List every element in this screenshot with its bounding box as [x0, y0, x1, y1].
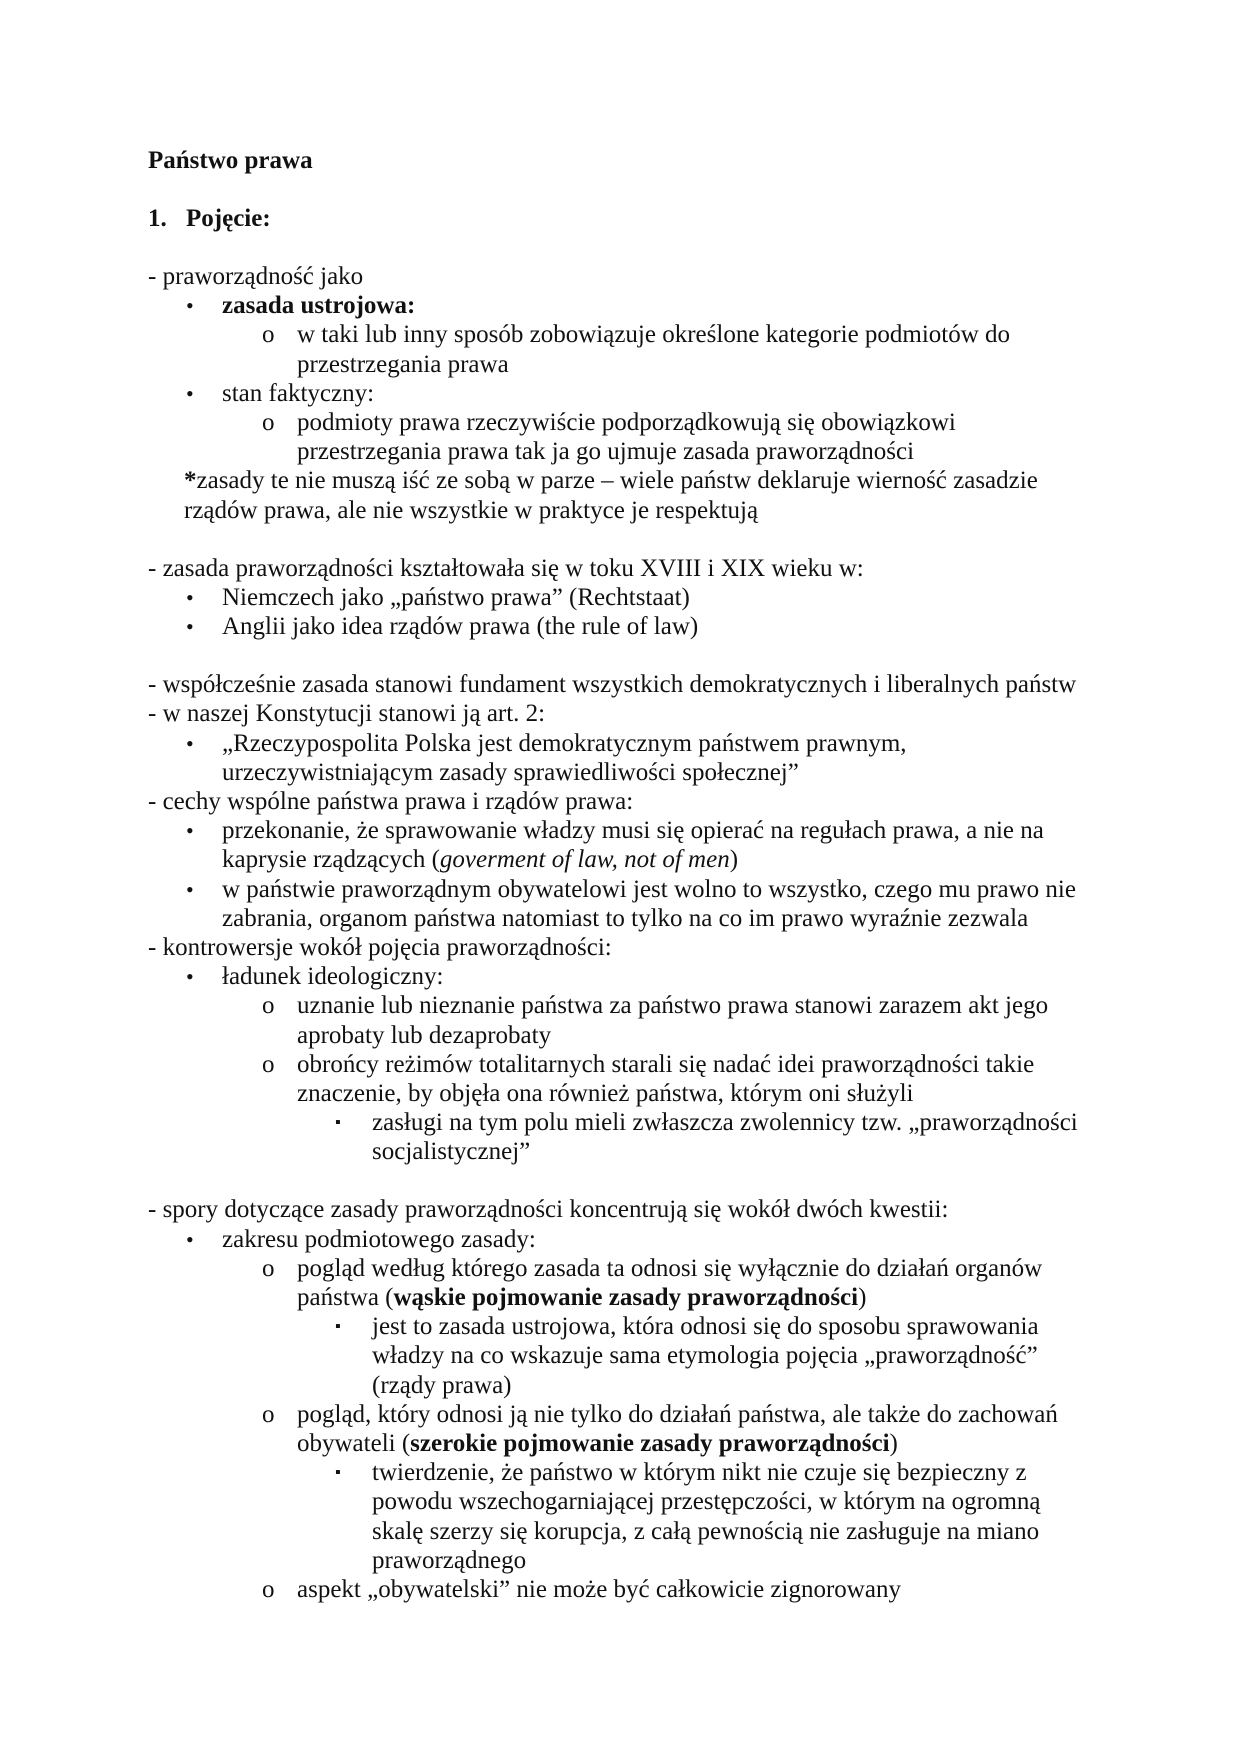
- list-item-line: [0, 1225, 1240, 1254]
- section-heading: [148, 204, 271, 233]
- text-section: [0, 262, 1240, 525]
- text-run: stan faktyczny:: [222, 379, 375, 407]
- list-item-line: [0, 962, 1240, 991]
- text-line: [0, 1429, 1240, 1458]
- text-run: zasady te nie muszą iść ze sobą w parze – wiele państw deklaruje wierność zasadzie: [196, 467, 1038, 495]
- text-run: - współcześnie zasada stanowi fundament wszystkich demokratycznych i liberalnych państw: [148, 671, 1077, 699]
- circle-bullet-icon: o: [262, 408, 275, 436]
- bullet-icon: •: [186, 876, 194, 902]
- text-run: - w naszej Konstytucji stanowi ją art. 2:: [148, 700, 546, 728]
- text-run: aprobaty lub dezaprobaty: [297, 1021, 552, 1049]
- document-body: [0, 262, 1240, 1633]
- text-run: przestrzegania prawa tak ja go ujmuje zasada praworządności: [297, 438, 915, 466]
- text-run: w taki lub inny sposób zobowiązuje określone kategorie podmiotów do: [297, 321, 1011, 349]
- text-run: - kontrowersje wokół pojęcia praworządności:: [148, 933, 612, 961]
- list-item-line: [0, 816, 1240, 845]
- bullet-icon: •: [186, 1226, 194, 1252]
- heading-number: 1.: [148, 205, 167, 232]
- text-run: - praworządność jako: [148, 263, 364, 290]
- text-run: przekonanie, że sprawowanie władzy musi się opierać na regułach prawa, a nie na: [222, 817, 1044, 845]
- text-line: [0, 1137, 1240, 1166]
- text-line: [0, 699, 1240, 728]
- text-line: [0, 262, 1240, 291]
- circle-bullet-icon: o: [262, 1575, 275, 1603]
- text-run: - zasada praworządności kształtowała się w toku XVIII i XIX wieku w:: [148, 554, 864, 582]
- text-run: ): [858, 1284, 867, 1311]
- text-run: skalę szerzy się korupcja, z całą pewnością nie zasługuje na miano: [372, 1517, 1040, 1545]
- bullet-icon: •: [186, 584, 194, 610]
- square-bullet-icon: ▪: [335, 1114, 341, 1132]
- heading-text: Pojęcie:: [186, 205, 271, 232]
- text-run: rządów prawa, ale nie wszystkie w praktyce je respektują: [184, 496, 759, 524]
- text-line: [0, 1546, 1240, 1575]
- text-line: [0, 496, 1240, 525]
- text-run: ): [889, 1429, 898, 1457]
- text-run: praworządnego: [372, 1546, 527, 1574]
- text-line: [0, 845, 1240, 874]
- text-run: urzeczywistniającym zasady sprawiedliwości społecznej”: [222, 758, 799, 786]
- list-item-line: [0, 408, 1240, 437]
- text-run: twierdzenie, że państwo w którym nikt nie czuje się bezpieczny z: [372, 1459, 1027, 1487]
- text-line: [0, 1021, 1240, 1050]
- list-item-line: [0, 1458, 1240, 1487]
- bullet-icon: •: [186, 293, 194, 319]
- text-line: [0, 1371, 1240, 1400]
- text-run: podmioty prawa rzeczywiście podporządkowują się obowiązkowi: [297, 408, 956, 436]
- text-run: zasługi na tym polu mieli zwłaszcza zwolennicy tzw. „praworządności: [372, 1109, 1078, 1137]
- text-run: władzy na co wskazuje sama etymologia pojęcia „praworządność”: [372, 1342, 1038, 1370]
- text-section: [0, 1195, 1240, 1604]
- text-line: [0, 554, 1240, 583]
- text-run: socjalistycznej”: [372, 1138, 531, 1166]
- text-run: zabrania, organom państwa natomiast to tylko na co im prawo wyraźnie zezwala: [222, 904, 1029, 932]
- text-run: - spory dotyczące zasady praworządności koncentrują się wokół dwóch kwestii:: [148, 1196, 949, 1224]
- text-line: [0, 758, 1240, 787]
- text-line: [0, 466, 1240, 495]
- text-run: zakresu podmiotowego zasady:: [222, 1225, 536, 1253]
- text-line: [0, 904, 1240, 933]
- bullet-icon: •: [186, 964, 194, 990]
- list-item-line: [0, 1108, 1240, 1137]
- text-run: państwa (: [297, 1284, 394, 1311]
- text-run: w państwie praworządnym obywatelowi jest wolno to wszystko, czego mu prawo nie: [222, 875, 1076, 903]
- list-item-line: [0, 320, 1240, 349]
- bullet-icon: •: [186, 380, 194, 406]
- text-line: [0, 1487, 1240, 1516]
- bold-text: zasada ustrojowa:: [222, 292, 416, 320]
- text-line: [0, 1283, 1240, 1312]
- circle-bullet-icon: o: [262, 992, 275, 1020]
- text-run: ładunek ideologiczny:: [222, 963, 444, 991]
- text-run: (rządy prawa): [372, 1371, 512, 1399]
- text-line: [0, 670, 1240, 699]
- text-line: [0, 350, 1240, 379]
- list-item-line: [0, 1575, 1240, 1604]
- text-run: przestrzegania prawa: [297, 350, 509, 378]
- list-item-line: [0, 991, 1240, 1020]
- text-run: obywateli (: [297, 1429, 411, 1457]
- bullet-icon: •: [186, 818, 194, 844]
- circle-bullet-icon: o: [262, 1254, 275, 1282]
- text-run: - cechy wspólne państwa prawa i rządów prawa:: [148, 788, 634, 815]
- bold-text: szerokie pojmowanie zasady praworządności: [410, 1429, 890, 1457]
- text-section: [0, 670, 1240, 1166]
- text-run: pogląd, który odnosi ją nie tylko do działań państwa, ale także do zachowań: [297, 1400, 1058, 1428]
- text-run: Niemczech jako „państwo prawa” (Rechtstaat): [222, 583, 690, 611]
- circle-bullet-icon: o: [262, 1400, 275, 1428]
- text-run: kaprysie rządzących (: [222, 846, 440, 874]
- circle-bullet-icon: o: [262, 1050, 275, 1078]
- text-run: pogląd według którego zasada ta odnosi się wyłącznie do działań organów: [297, 1254, 1043, 1282]
- text-line: [0, 1079, 1240, 1108]
- bullet-icon: •: [186, 614, 194, 640]
- list-item-line: [0, 379, 1240, 408]
- text-line: [0, 1195, 1240, 1224]
- text-section: [0, 554, 1240, 642]
- list-item-line: [0, 291, 1240, 320]
- list-item-line: [0, 729, 1240, 758]
- bullet-icon: •: [186, 730, 194, 756]
- square-bullet-icon: ▪: [335, 1318, 341, 1336]
- bold-text: *: [184, 467, 197, 495]
- text-line: [0, 933, 1240, 962]
- list-item-line: [0, 1400, 1240, 1429]
- text-run: Anglii jako idea rządów prawa (the rule of law): [222, 613, 699, 641]
- text-run: obrońcy reżimów totalitarnych starali się nadać idei praworządności takie: [297, 1050, 1035, 1078]
- text-run: znaczenie, by objęła ona również państwa, którym oni służyli: [297, 1079, 914, 1107]
- text-line: [0, 1341, 1240, 1370]
- list-item-line: [0, 875, 1240, 904]
- list-item-line: [0, 1254, 1240, 1283]
- italic-text: goverment of law, not of men: [439, 846, 730, 874]
- square-bullet-icon: ▪: [335, 1464, 341, 1482]
- document-title: Państwo prawa: [148, 147, 313, 174]
- text-run: „Rzeczypospolita Polska jest demokratycznym państwem prawnym,: [222, 729, 907, 757]
- text-run: powodu wszechogarniającej przestępczości, w którym na ogromną: [372, 1488, 1041, 1516]
- text-line: [0, 437, 1240, 466]
- text-run: aspekt „obywatelski” nie może być całkowicie zignorowany: [297, 1575, 901, 1603]
- text-line: [0, 787, 1240, 816]
- bold-text: wąskie pojmowanie zasady praworządności: [393, 1284, 859, 1311]
- list-item-line: [0, 612, 1240, 641]
- list-item-line: [0, 583, 1240, 612]
- circle-bullet-icon: o: [262, 321, 275, 349]
- list-item-line: [0, 1312, 1240, 1341]
- text-run: uznanie lub nieznanie państwa za państwo prawa stanowi zarazem akt jego: [297, 992, 1049, 1020]
- text-run: ): [729, 846, 739, 874]
- text-run: jest to zasada ustrojowa, która odnosi się do sposobu sprawowania: [372, 1313, 1039, 1341]
- list-item-line: [0, 1050, 1240, 1079]
- text-line: [0, 1517, 1240, 1546]
